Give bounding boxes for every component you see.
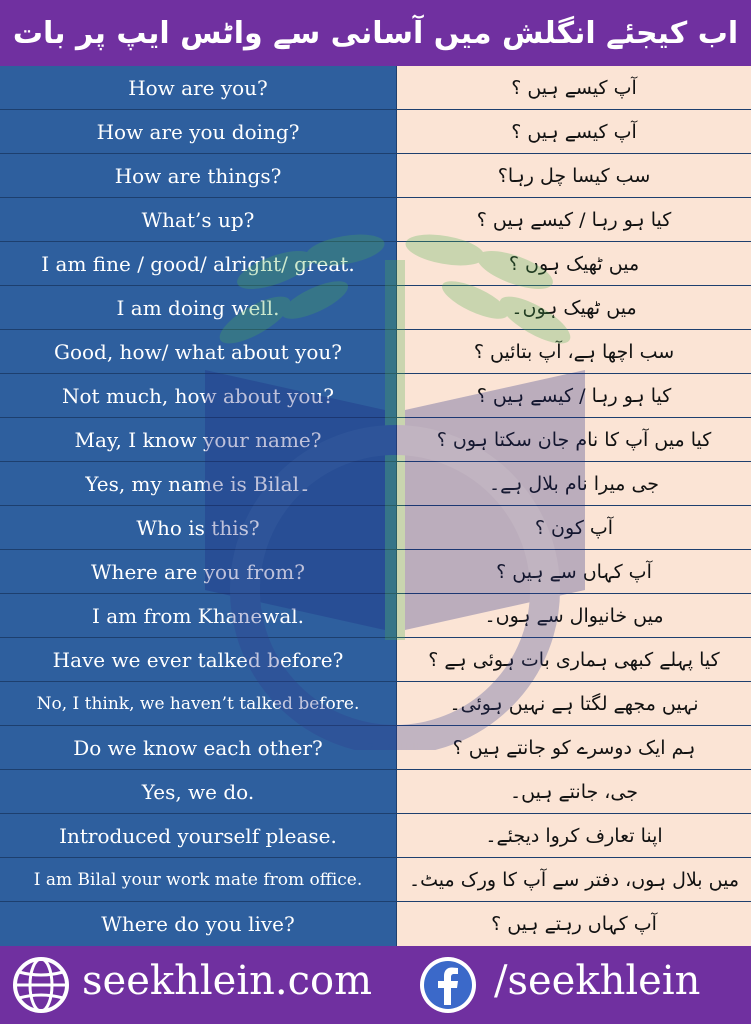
globe-icon <box>12 956 70 1014</box>
table-row <box>0 550 751 594</box>
table-row <box>0 638 751 682</box>
english-phrase: May, I know your name? <box>0 418 397 461</box>
page-title: اب کیجئے انگلش میں آسانی سے واٹس ایپ پر بات <box>12 15 739 51</box>
urdu-translation: اپنا تعارف کروا دیجئے۔ <box>397 814 751 857</box>
facebook-handle[interactable]: /seekhlein <box>494 958 701 1004</box>
english-phrase: Where are you from? <box>0 550 397 593</box>
table-row <box>0 858 751 902</box>
english-phrase: Yes, we do. <box>0 770 397 813</box>
urdu-translation: کیا میں آپ کا نام جان سکتا ہوں ؟ <box>397 418 751 461</box>
table-row <box>0 902 751 946</box>
urdu-translation: آپ کہاں سے ہیں ؟ <box>397 550 751 593</box>
table-row <box>0 594 751 638</box>
english-phrase: I am from Khanewal. <box>0 594 397 637</box>
english-phrase: What’s up? <box>0 198 397 241</box>
urdu-translation: کیا ہو رہا / کیسے ہیں ؟ <box>397 198 751 241</box>
website-link[interactable]: seekhlein.com <box>82 958 373 1004</box>
english-phrase: Yes, my name is Bilal۔ <box>0 462 397 505</box>
urdu-translation: میں ٹھیک ہوں ؟ <box>397 242 751 285</box>
english-phrase: Not much, how about you? <box>0 374 397 417</box>
phrase-table <box>0 66 751 946</box>
table-row <box>0 726 751 770</box>
urdu-translation: میں ٹھیک ہوں۔ <box>397 286 751 329</box>
urdu-translation: سب اچھا ہے، آپ بتائیں ؟ <box>397 330 751 373</box>
header-banner <box>0 0 751 66</box>
urdu-translation: نہیں مجھے لگتا ہے نہیں ہوئی۔ <box>397 682 751 725</box>
english-phrase: Have we ever talked before? <box>0 638 397 681</box>
table-row <box>0 154 751 198</box>
urdu-translation: جی، جانتے ہیں۔ <box>397 770 751 813</box>
table-row <box>0 770 751 814</box>
english-phrase: Who is this? <box>0 506 397 549</box>
urdu-translation: آپ کیسے ہیں ؟ <box>397 66 751 109</box>
table-row <box>0 110 751 154</box>
urdu-translation: آپ کون ؟ <box>397 506 751 549</box>
urdu-translation: آپ کہاں رہتے ہیں ؟ <box>397 902 751 946</box>
urdu-translation: میں بلال ہوں، دفتر سے آپ کا ورک میٹ۔ <box>397 858 751 901</box>
urdu-translation: آپ کیسے ہیں ؟ <box>397 110 751 153</box>
table-row <box>0 506 751 550</box>
english-phrase: I am Bilal your work mate from office. <box>0 858 397 901</box>
english-phrase: I am doing well. <box>0 286 397 329</box>
english-phrase: Introduced yourself please. <box>0 814 397 857</box>
urdu-translation: سب کیسا چل رہا؟ <box>397 154 751 197</box>
english-phrase: How are you? <box>0 66 397 109</box>
english-phrase: No, I think, we haven’t talked before. <box>0 682 397 725</box>
english-phrase: Good, how/ what about you? <box>0 330 397 373</box>
table-row <box>0 814 751 858</box>
table-row <box>0 242 751 286</box>
table-row <box>0 198 751 242</box>
english-phrase: Where do you live? <box>0 902 397 946</box>
english-phrase: Do we know each other? <box>0 726 397 769</box>
urdu-translation: کیا پہلے کبھی ہماری بات ہوئی ہے ؟ <box>397 638 751 681</box>
footer <box>0 946 751 1024</box>
english-phrase: I am fine / good/ alright/ great. <box>0 242 397 285</box>
table-row <box>0 462 751 506</box>
urdu-translation: ہم ایک دوسرے کو جانتے ہیں ؟ <box>397 726 751 769</box>
table-row <box>0 682 751 726</box>
table-row <box>0 374 751 418</box>
watermark-text: SEEKHLEIN <box>367 742 423 750</box>
table-row <box>0 286 751 330</box>
table-row <box>0 418 751 462</box>
urdu-translation: کیا ہو رہا / کیسے ہیں ؟ <box>397 374 751 417</box>
facebook-icon[interactable] <box>418 955 478 1015</box>
urdu-translation: میں خانیوال سے ہوں۔ <box>397 594 751 637</box>
english-phrase: How are you doing? <box>0 110 397 153</box>
english-phrase: How are things? <box>0 154 397 197</box>
table-row <box>0 66 751 110</box>
urdu-translation: جی میرا نام بلال ہے۔ <box>397 462 751 505</box>
table-row <box>0 330 751 374</box>
